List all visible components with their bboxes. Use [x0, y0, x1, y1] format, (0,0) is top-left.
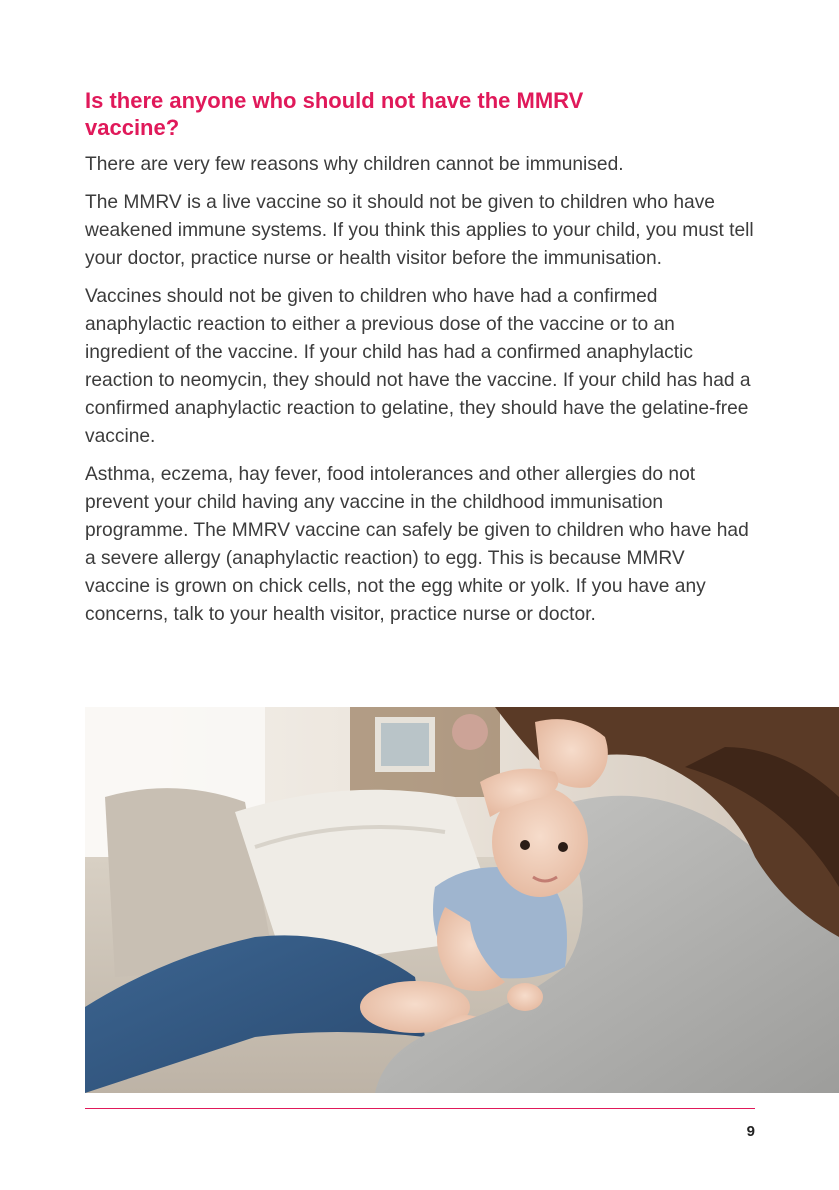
paragraph-reasons: There are very few reasons why children cannot be immunised. — [85, 154, 624, 175]
page-number: 9 — [746, 1123, 755, 1140]
section-heading: Is there anyone who should not have the MMRV vaccine? — [85, 88, 584, 140]
paragraph-live-vaccine: The MMRV is a live vaccine so it should not be given to children who have weakened immune systems. If you think this applies to your child, you must tell your doctor, practice nurse or health visitor before the immunisation. — [85, 192, 754, 269]
page-content — [85, 87, 755, 639]
mother-and-baby-photo — [85, 707, 839, 1093]
paragraph-allergies: Asthma, eczema, hay fever, food intolerances and other allergies do not prevent your child having any vaccine in the childhood immunisation programme. The MMRV vaccine can safely be given to children who have had a severe allergy (anaphylactic reaction) to egg. This is because MMRV vaccine is grown on chick cells, not the egg white or yolk. If you have any concerns, talk to your health visitor, practice nurse or doctor. — [85, 464, 749, 625]
footer-divider — [85, 1108, 755, 1109]
paragraph-anaphylactic: Vaccines should not be given to children who have had a confirmed anaphylactic reaction to either a previous dose of the vaccine or to an ingredient of the vaccine. If your child has had a confirmed anaphylactic reaction to neomycin, they should not have the vaccine. If your child has had a confirmed anaphylactic reaction to gelatine, they should have the gelatine-free vaccine. — [85, 286, 751, 447]
